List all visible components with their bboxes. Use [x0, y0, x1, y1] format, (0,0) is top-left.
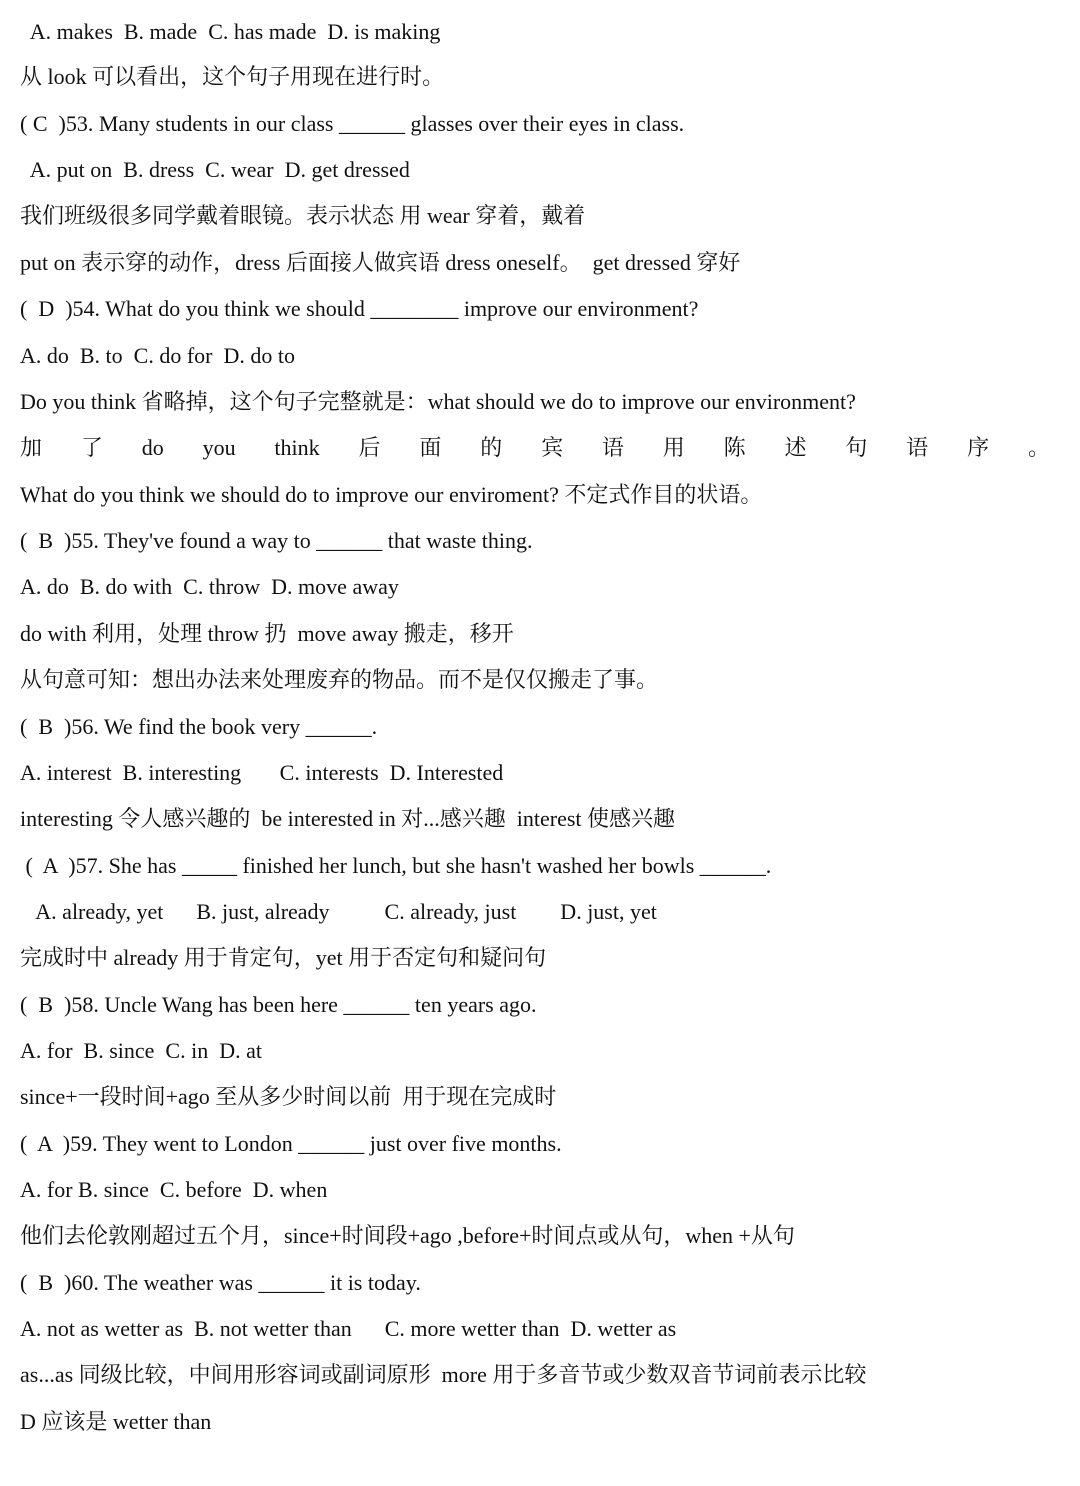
- explanation-58: since+一段时间+ago 至从多少时间以前 用于现在完成时: [20, 1084, 557, 1109]
- spaced-word: 。: [1027, 435, 1050, 460]
- spaced-word: 用: [662, 435, 685, 460]
- options-54: A. do B. to C. do for D. do to: [20, 343, 295, 368]
- options-60: A. not as wetter as B. not wetter than C. more wetter than D. wetter as: [20, 1316, 677, 1341]
- question-58: ( B )58. Uncle Wang has been here ______ ten years ago.: [20, 992, 537, 1017]
- spaced-word: 了: [80, 435, 103, 460]
- spaced-word: 语: [601, 435, 624, 460]
- spaced-word: 语: [906, 435, 929, 460]
- question-54: ( D )54. What do you think we should ________ improve our environment?: [20, 296, 699, 321]
- question-60: ( B )60. The weather was ______ it is today.: [20, 1270, 421, 1295]
- options-58: A. for B. since C. in D. at: [20, 1038, 262, 1063]
- text-line: 从 look 可以看出，这个句子用现在进行时。: [20, 64, 445, 89]
- explanation-55: 从句意可知：想出办法来处理废弃的物品。而不是仅仅搬走了事。: [20, 667, 659, 692]
- explanation-60: as...as 同级比较，中间用形容词或副词原形 more 用于多音节或少数双音节词前表示比较: [20, 1362, 867, 1387]
- explanation-59: 他们去伦敦刚超过五个月，since+时间段+ago ,before+时间点或从句，when +从句: [20, 1223, 795, 1248]
- spaced-word: 陈: [723, 435, 746, 460]
- question-57: ( A )57. She has _____ finished her lunch, but she hasn't washed her bowls ______.: [20, 853, 772, 878]
- spaced-word: 述: [784, 435, 807, 460]
- options-55: A. do B. do with C. throw D. move away: [20, 574, 399, 599]
- explanation-57: 完成时中 already 用于肯定句，yet 用于否定句和疑问句: [20, 945, 547, 970]
- spaced-word: 序: [967, 435, 990, 460]
- question-56: ( B )56. We find the book very ______.: [20, 714, 378, 739]
- explanation-60: D 应该是 wetter than: [20, 1409, 212, 1434]
- question-55: ( B )55. They've found a way to ______ that waste thing.: [20, 528, 533, 553]
- explanation-53: put on 表示穿的动作，dress 后面接人做宾语 dress oneself。 get dressed 穿好: [20, 250, 741, 275]
- options-56: A. interest B. interesting C. interests D. Interested: [20, 760, 504, 785]
- explanation-54: Do you think 省略掉，这个句子完整就是：what should we do to improve our environment?: [20, 389, 856, 414]
- options-57: A. already, yet B. just, already C. already, just D. just, yet: [20, 899, 657, 924]
- spaced-word: 宾: [541, 435, 564, 460]
- explanation-56: interesting 令人感兴趣的 be interested in 对...感兴趣 interest 使感兴趣: [20, 806, 676, 831]
- explanation-53: 我们班级很多同学戴着眼镜。表示状态 用 wear 穿着，戴着: [20, 203, 586, 228]
- spaced-word: you: [202, 435, 236, 460]
- text-line: A. makes B. made C. has made D. is making: [20, 19, 441, 44]
- explanation-55: do with 利用，处理 throw 扔 move away 搬走，移开: [20, 621, 514, 646]
- question-53: ( C )53. Many students in our class ______ glasses over their eyes in class.: [20, 111, 685, 136]
- spaced-word: think: [274, 435, 320, 460]
- spaced-word: 的: [480, 435, 503, 460]
- explanation-54-spaced: [20, 433, 1050, 463]
- spaced-word: 句: [845, 435, 868, 460]
- options-53: A. put on B. dress C. wear D. get dressed: [20, 157, 410, 182]
- spaced-word: do: [141, 435, 164, 460]
- spaced-word: 加: [20, 435, 43, 460]
- explanation-54: What do you think we should do to improve our enviroment? 不定式作目的状语。: [20, 482, 763, 507]
- question-59: ( A )59. They went to London ______ just over five months.: [20, 1131, 562, 1156]
- options-59: A. for B. since C. before D. when: [20, 1177, 328, 1202]
- spaced-word: 后: [358, 435, 381, 460]
- spaced-word: 面: [419, 435, 442, 460]
